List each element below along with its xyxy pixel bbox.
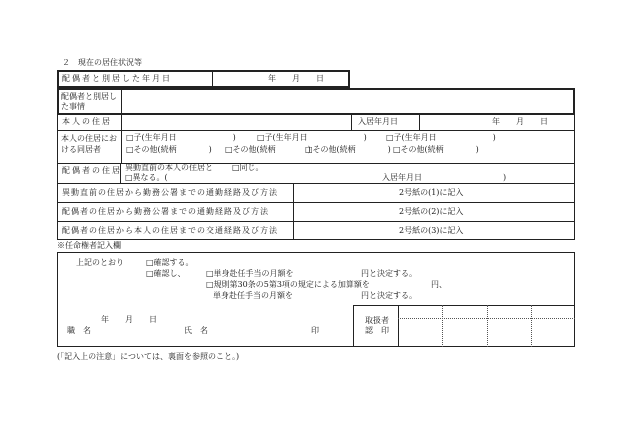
allowance-monthly-checkbox[interactable]: □単身赴任手当の月額を — [206, 269, 294, 278]
position-label: 職 名 — [67, 326, 91, 335]
traffic-route-label: 配偶者の住居から本人の住居までの交通経路及び方法 — [62, 226, 278, 235]
section-heading: ２ 現在の居住状況等 — [62, 58, 142, 67]
yen-1: 円、 — [431, 280, 447, 289]
confirm-checkbox[interactable]: □確認する。 — [146, 258, 194, 267]
spouse-move-in-label: 入居年月日 — [382, 173, 422, 182]
handler-label-2: 認 印 — [365, 326, 389, 335]
cohabitants-label-2: ける同居者 — [61, 145, 101, 154]
footnote: (「記入上の注意」については、裏面を参照のこと。) — [57, 352, 240, 361]
commute-before-ref: 2号紙の(1)に記入 — [399, 188, 464, 197]
separation-date-label: 配偶者と別居した年月日 — [62, 74, 172, 83]
cohabitant-other-checkbox-1[interactable]: □その他(続柄 ) — [126, 145, 212, 154]
cohabitant-child-checkbox-3[interactable]: □子(生年月日 ) — [386, 133, 496, 142]
name-label: 氏 名 — [184, 326, 208, 335]
commute-before-label: 異動直前の住居から勤務公署までの通勤経路及び方法 — [62, 188, 278, 197]
allowance-monthly-2: 単身赴任手当の月額を — [213, 291, 293, 300]
seal-label: 印 — [311, 326, 319, 335]
cohabitants-label-1: 本人の住居にお — [61, 134, 117, 143]
authority-heading: ※任命権者記入欄 — [57, 241, 121, 250]
handler-label-1: 取扱者 — [365, 316, 389, 325]
spouse-address-same-checkbox[interactable]: □同じ。 — [232, 163, 264, 172]
cohabitant-child-checkbox-1[interactable]: □子(生年月日 ) — [126, 133, 236, 142]
spouse-address-label: 配偶者の住居 — [62, 166, 122, 175]
separation-date-value: 年 月 日 — [268, 74, 324, 83]
spouse-close-paren: ) — [503, 173, 507, 182]
authority-date: 年 月 日 — [101, 315, 157, 324]
own-address-field[interactable] — [125, 116, 347, 128]
spouse-commute-label: 配偶者の住居から勤務公署までの通勤経路及び方法 — [62, 207, 269, 216]
separation-reason-label-2: た事情 — [61, 102, 85, 111]
cohabitant-other-checkbox-4[interactable]: □その他(続柄 ) — [393, 145, 479, 154]
spouse-address-prev-label: 異動直前の本人の住居と — [125, 163, 213, 172]
yen-decide-1: 円と決定する。 — [361, 269, 417, 278]
move-in-date-value: 年 月 日 — [492, 117, 548, 126]
move-in-date-label: 入居年月日 — [358, 117, 398, 126]
addition-rule-checkbox[interactable]: □規則第30条の5第3項の規定による加算額を — [206, 280, 370, 289]
cohabitant-child-checkbox-2[interactable]: □子(生年月日 ) — [257, 133, 367, 142]
own-address-label: 本人の住居 — [62, 117, 112, 126]
separation-reason-label-1: 配偶者と別居し — [61, 92, 117, 101]
cohabitant-other-checkbox-2[interactable]: □その他(続柄 ) — [225, 145, 311, 154]
spouse-commute-ref: 2号紙の(2)に記入 — [399, 207, 464, 216]
confirm-with-checkbox[interactable]: □確認し、 — [146, 269, 186, 278]
traffic-route-ref: 2号紙の(3)に記入 — [399, 226, 464, 235]
separation-reason-field[interactable] — [125, 92, 569, 110]
spouse-address-different-checkbox[interactable]: □異なる。( — [125, 173, 168, 182]
authority-intro: 上記のとおり — [76, 258, 124, 267]
yen-decide-2: 円と決定する。 — [361, 291, 417, 300]
cohabitant-other-checkbox-3[interactable]: □その他(続柄 ) — [305, 145, 391, 154]
